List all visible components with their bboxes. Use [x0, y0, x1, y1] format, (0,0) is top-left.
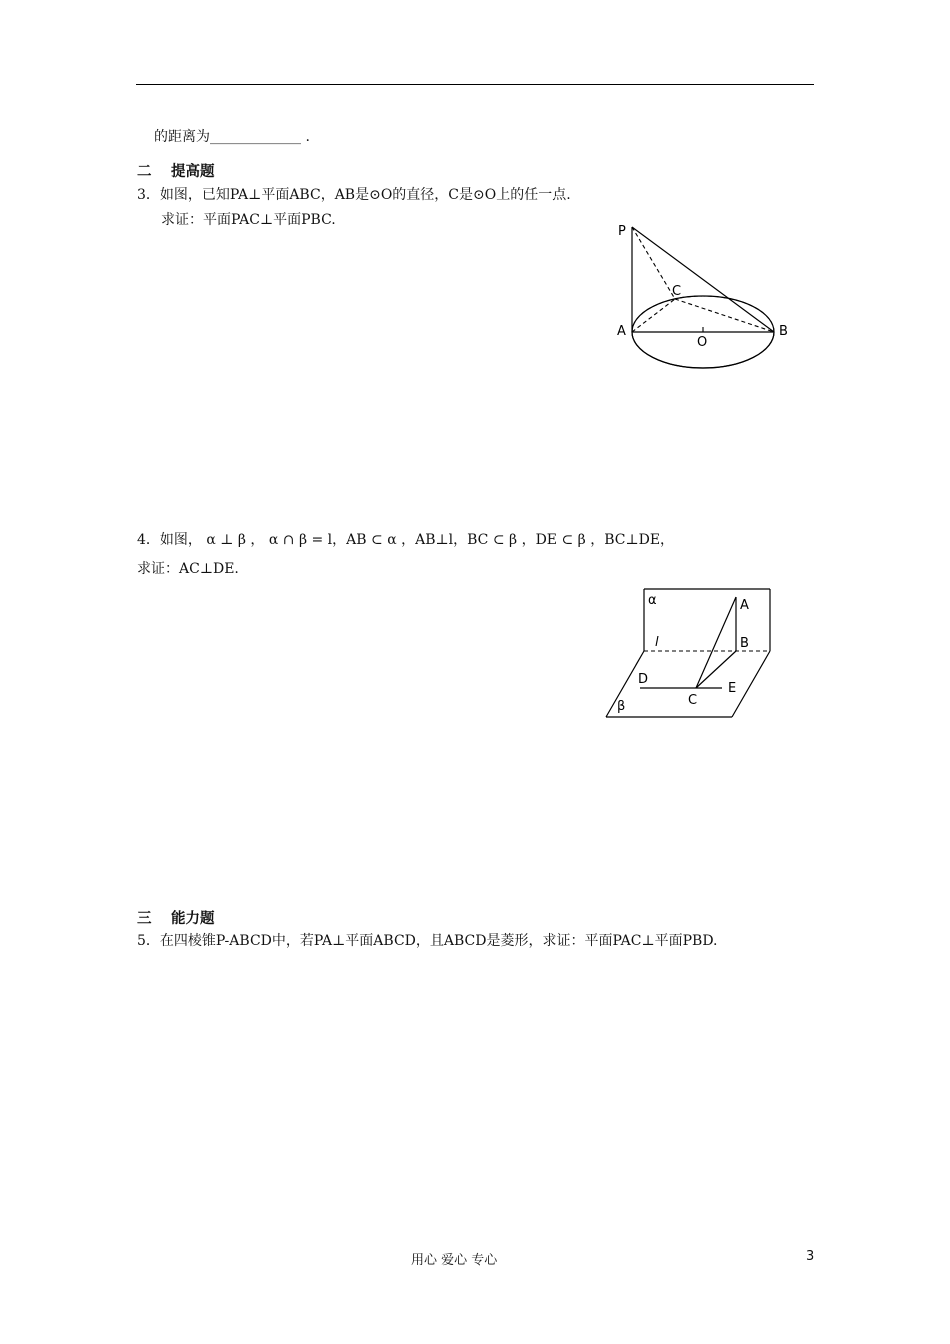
label-B-fig4: B	[740, 636, 749, 651]
label-B: B	[779, 324, 788, 339]
label-P: P	[618, 224, 626, 239]
label-A-fig4: A	[740, 598, 749, 613]
problem-3-proof-goal: 求证：平面PAC⊥平面PBC.	[161, 212, 336, 228]
segment-CB	[675, 299, 774, 332]
section-heading-3	[137, 907, 215, 928]
label-alpha: α	[648, 593, 657, 608]
section-title: 提高题	[171, 164, 215, 180]
problem-4-figure	[600, 585, 780, 725]
problem-4-proof-goal: 求证：AC⊥DE.	[137, 561, 239, 577]
segment-AC-fig4	[696, 597, 736, 688]
page-number: 3	[806, 1249, 815, 1264]
section-number: 二	[137, 164, 152, 180]
label-C-fig4: C	[688, 693, 698, 708]
segment-PC	[632, 227, 675, 299]
top-fragment-text: 的距离为_____________ .	[154, 129, 310, 145]
section-number: 三	[137, 911, 152, 927]
problem-4-statement: 4．如图， α ⊥ β ， α ∩ β = l，AB ⊂ α ，AB⊥l，BC ⊂ β ，DE ⊂ β ，BC⊥DE，	[137, 532, 675, 548]
problem-3-figure	[600, 215, 800, 390]
label-E: E	[728, 681, 737, 696]
label-D: D	[638, 672, 649, 687]
segment-AC	[632, 299, 675, 332]
label-C: C	[672, 284, 682, 299]
label-beta: β	[617, 699, 626, 714]
label-A: A	[617, 324, 626, 339]
circle-back-arc	[632, 296, 774, 332]
plane-beta-right-edge	[732, 651, 770, 717]
problem-5-statement: 5．在四棱锥P-ABCD中，若PA⊥平面ABCD，且ABCD是菱形，求证：平面PAC⊥平面PBD.	[137, 933, 718, 949]
section-title: 能力题	[171, 911, 215, 927]
label-l: l	[655, 635, 659, 650]
section-heading-2	[137, 160, 215, 181]
problem-3-statement: 3．如图，已知PA⊥平面ABC，AB是⊙O的直径，C是⊙O上的任一点.	[137, 187, 571, 203]
footer-motto: 用心 爱心 专心	[411, 1253, 498, 1268]
header-rule	[136, 84, 814, 85]
segment-PB	[632, 227, 774, 332]
label-O: O	[697, 335, 708, 350]
